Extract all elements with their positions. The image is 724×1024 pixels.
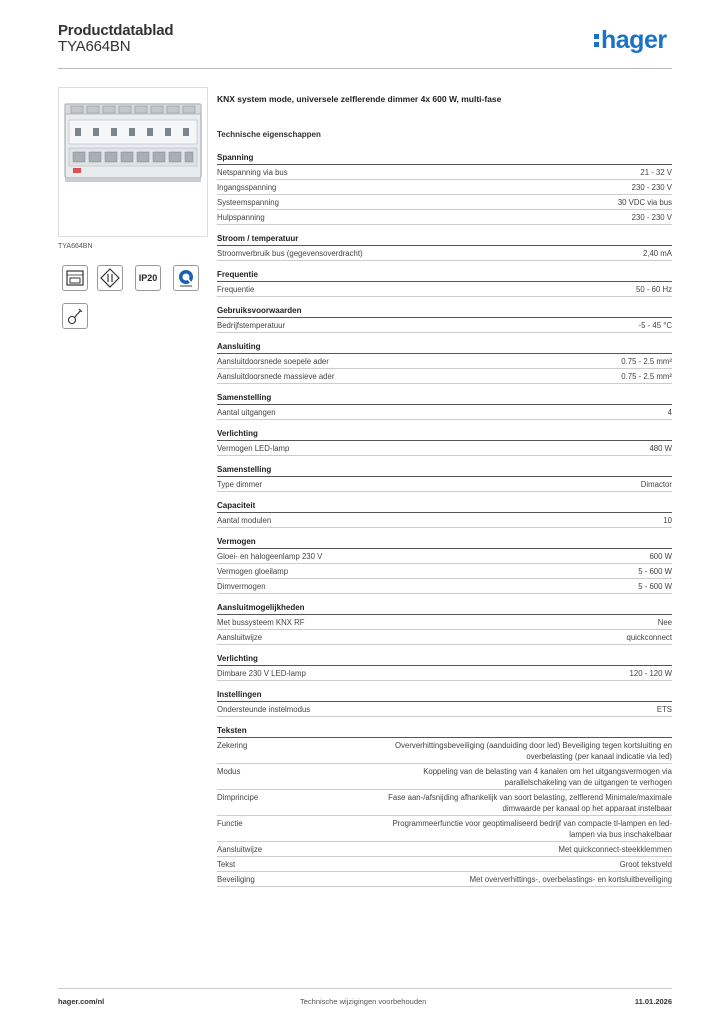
section-title: Aansluitmogelijkheden: [217, 603, 672, 615]
spec-row: [217, 790, 672, 816]
spec-value: quickconnect: [626, 633, 672, 642]
spec-content: [217, 94, 672, 887]
double-insulation-icon: [97, 265, 123, 291]
spec-row: [217, 195, 672, 210]
spec-label: Aansluitwijze: [217, 845, 263, 854]
spec-value: 4: [667, 408, 672, 417]
spec-row: [217, 246, 672, 261]
spec-label: Dimprincipe: [217, 793, 259, 802]
spec-label: Dimvermogen: [217, 582, 266, 591]
section-title: Samenstelling: [217, 465, 672, 477]
spec-sections: [217, 153, 672, 887]
section-title: Frequentie: [217, 270, 672, 282]
spec-value: 5 - 600 W: [638, 582, 672, 591]
section-title: Vermogen: [217, 537, 672, 549]
spec-row: [217, 354, 672, 369]
footer-divider: [58, 988, 672, 989]
spec-row: [217, 702, 672, 717]
spec-row: [217, 369, 672, 384]
spec-label: Ondersteunde instelmodus: [217, 705, 311, 714]
spec-row: [217, 441, 672, 456]
ip20-badge: [135, 265, 161, 291]
spec-row: [217, 477, 672, 492]
spec-row: [217, 549, 672, 564]
logo-mark-icon: [594, 34, 599, 47]
spec-value: 0.75 - 2.5 mm²: [621, 372, 672, 381]
spec-label: Vermogen gloeilamp: [217, 567, 289, 576]
spec-label: Aansluitdoorsnede massieve ader: [217, 372, 335, 381]
product-code: TYA664BN: [58, 38, 131, 55]
spec-label: Aantal modulen: [217, 516, 272, 525]
spec-row: [217, 738, 672, 764]
spec-row: [217, 842, 672, 857]
spec-value: Fase aan-/afsnijding afhankelijk van soort belasting, zelflerend Minimale/maximale dimwaarde per kanaal op het apparaat instelbaar: [388, 793, 672, 813]
spec-value: Groot tekstveld: [619, 860, 672, 869]
section-title: Gebruiksvoorwaarden: [217, 306, 672, 318]
spec-label: Modus: [217, 767, 241, 776]
section-title: Stroom / temperatuur: [217, 234, 672, 246]
ip20-label: IP20: [138, 273, 158, 283]
spec-row: [217, 857, 672, 872]
spec-label: Stroomverbruik bus (gegevensoverdracht): [217, 249, 363, 258]
spec-label: Met bussysteem KNX RF: [217, 618, 305, 627]
section-title: Samenstelling: [217, 393, 672, 405]
spec-label: Gloei- en halogeenlamp 230 V: [217, 552, 323, 561]
section-title: Verlichting: [217, 654, 672, 666]
spec-row: [217, 165, 672, 180]
spec-value: 230 - 230 V: [631, 183, 672, 192]
section-title: Verlichting: [217, 429, 672, 441]
module-size-icon: [62, 265, 88, 291]
spec-value: 480 W: [649, 444, 672, 453]
spec-row: [217, 630, 672, 645]
footer-website: hager.com/nl: [58, 997, 105, 1006]
spec-label: Type dimmer: [217, 480, 263, 489]
spec-label: Zekering: [217, 741, 248, 750]
spec-row: [217, 405, 672, 420]
spec-value: 600 W: [649, 552, 672, 561]
spec-row: [217, 564, 672, 579]
spec-value: 50 - 60 Hz: [636, 285, 672, 294]
spec-label: Tekst: [217, 860, 236, 869]
spec-row: [217, 816, 672, 842]
spec-value: Oververhittingsbeveiliging (aanduiding door led) Beveiliging tegen kortsluiting en overbelasting (per kanaal indicatie via led): [395, 741, 672, 761]
spec-row: [217, 210, 672, 225]
product-description: KNX system mode, universele zelflerende dimmer 4x 600 W, multi-fase: [217, 94, 502, 104]
spec-value: Koppeling van de belasting van 4 kanalen om het uitgangsvermogen via parallelschakeling van de uitgangen te verhogen: [423, 767, 672, 787]
spec-label: Netspanning via bus: [217, 168, 288, 177]
spec-row: [217, 579, 672, 594]
spec-row: [217, 282, 672, 297]
spec-row: [217, 764, 672, 790]
spec-label: Beveiliging: [217, 875, 255, 884]
spec-value: ETS: [656, 705, 672, 714]
spec-label: Systeemspanning: [217, 198, 279, 207]
screwdriver-icon: [62, 303, 88, 329]
section-title: Teksten: [217, 726, 672, 738]
page-title: Productdatablad: [58, 22, 174, 39]
section-title: Capaciteit: [217, 501, 672, 513]
spec-value: 30 VDC via bus: [617, 198, 672, 207]
specs-heading: Technische eigenschappen: [217, 130, 321, 139]
spec-value: 5 - 600 W: [638, 567, 672, 576]
logo-text: hager: [601, 26, 667, 54]
spec-label: Hulpspanning: [217, 213, 265, 222]
spec-label: Aansluitdoorsnede soepele ader: [217, 357, 329, 366]
spec-label: Vermogen LED-lamp: [217, 444, 290, 453]
spec-value: 2,40 mA: [642, 249, 672, 258]
header-divider: [58, 68, 672, 69]
spec-value: Dimactor: [640, 480, 672, 489]
footer-date: 11.01.2026: [634, 997, 672, 1006]
section-title: Aansluiting: [217, 342, 672, 354]
footer-note: Technische wijzigingen voorbehouden: [300, 997, 427, 1006]
product-caption: TYA664BN: [58, 243, 93, 250]
spec-value: 10: [663, 516, 672, 525]
quickconnect-icon: [173, 265, 199, 291]
spec-value: 120 - 120 W: [629, 669, 672, 678]
hager-logo: [594, 26, 667, 55]
spec-label: Ingangsspanning: [217, 183, 277, 192]
spec-value: Programmeerfunctie voor geoptimaliseerd bedrijf van compacte tl-lampen en led-lampen via bus inschakelbaar: [392, 819, 672, 839]
spec-value: 21 - 32 V: [640, 168, 672, 177]
spec-row: [217, 180, 672, 195]
section-title: Spanning: [217, 153, 672, 165]
dimmer-device-icon: [59, 88, 207, 236]
spec-row: [217, 615, 672, 630]
spec-value: 230 - 230 V: [631, 213, 672, 222]
spec-label: Dimbare 230 V LED-lamp: [217, 669, 306, 678]
section-title: Instellingen: [217, 690, 672, 702]
spec-value: 0.75 - 2.5 mm²: [621, 357, 672, 366]
spec-row: [217, 513, 672, 528]
spec-value: Met oververhittings-, overbelastings- en kortsluitbeveiliging: [469, 875, 672, 884]
spec-label: Aantal uitgangen: [217, 408, 276, 417]
spec-label: Bedrijfstemperatuur: [217, 321, 286, 330]
spec-label: Aansluitwijze: [217, 633, 263, 642]
spec-label: Functie: [217, 819, 243, 828]
product-photo: [58, 87, 208, 237]
spec-value: Met quickconnect-steekklemmen: [558, 845, 672, 854]
spec-row: [217, 666, 672, 681]
spec-value: Nee: [657, 618, 672, 627]
spec-row: [217, 318, 672, 333]
spec-row: [217, 872, 672, 887]
spec-value: -5 - 45 °C: [638, 321, 672, 330]
spec-label: Frequentie: [217, 285, 255, 294]
